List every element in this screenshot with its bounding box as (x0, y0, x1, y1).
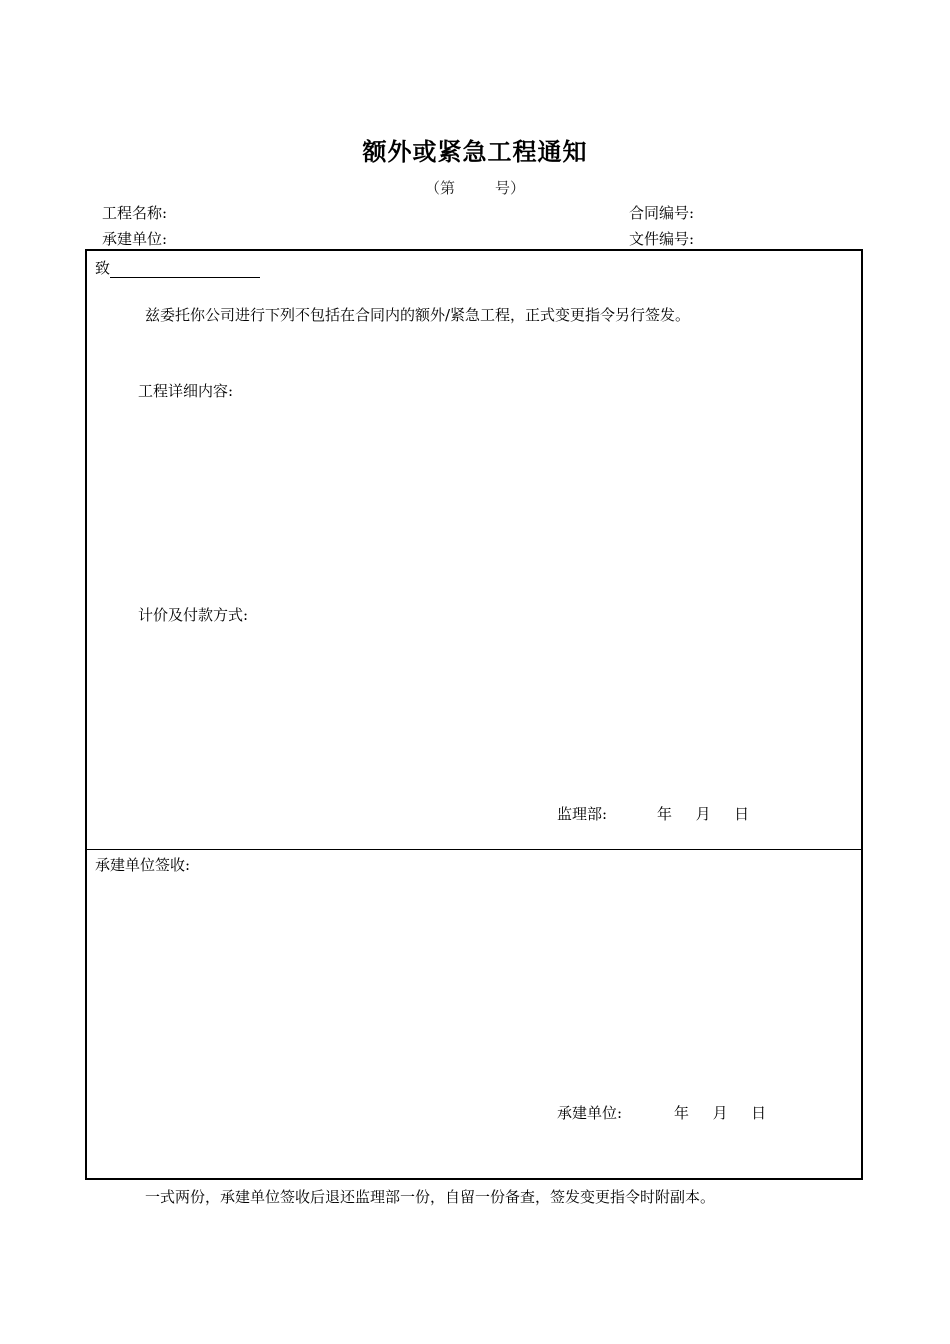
serial-number (0, 177, 950, 198)
project-name-label: 工程名称: (102, 204, 168, 222)
supervisor-label: 监理部: (557, 805, 608, 823)
to-label: 致 (95, 259, 111, 277)
serial-open: （第 (424, 179, 455, 197)
supervisor-year: 年 (657, 805, 673, 823)
contract-no-label: 合同编号: (629, 204, 695, 222)
supervisor-day: 日 (734, 805, 750, 823)
receipt-year: 年 (674, 1104, 690, 1122)
file-no-label: 文件编号: (629, 230, 695, 248)
to-line (95, 257, 260, 278)
contractor-label: 承建单位: (102, 230, 168, 248)
serial-close: 号） (495, 179, 526, 197)
section-divider (87, 849, 861, 850)
details-label: 工程详细内容: (138, 382, 234, 400)
recipient-blank[interactable] (110, 261, 260, 278)
notice-form-box (85, 249, 863, 1180)
footnote: 一式两份，承建单位签收后退还监理部一份，自留一份备查，签发变更指令时附副本。 (145, 1188, 716, 1206)
receipt-month: 月 (712, 1104, 728, 1122)
supervisor-month: 月 (695, 805, 711, 823)
receipt-day: 日 (751, 1104, 767, 1122)
document-title: 额外或紧急工程通知 (362, 138, 588, 166)
receipt-contractor-label: 承建单位: (557, 1104, 623, 1122)
notice-body: 兹委托你公司进行下列不包括在合同内的额外/紧急工程，正式变更指令另行签发。 (145, 306, 691, 324)
receipt-date (674, 1102, 766, 1123)
pricing-label: 计价及付款方式: (138, 606, 249, 624)
receipt-label: 承建单位签收: (95, 856, 191, 874)
supervisor-date (657, 803, 749, 824)
